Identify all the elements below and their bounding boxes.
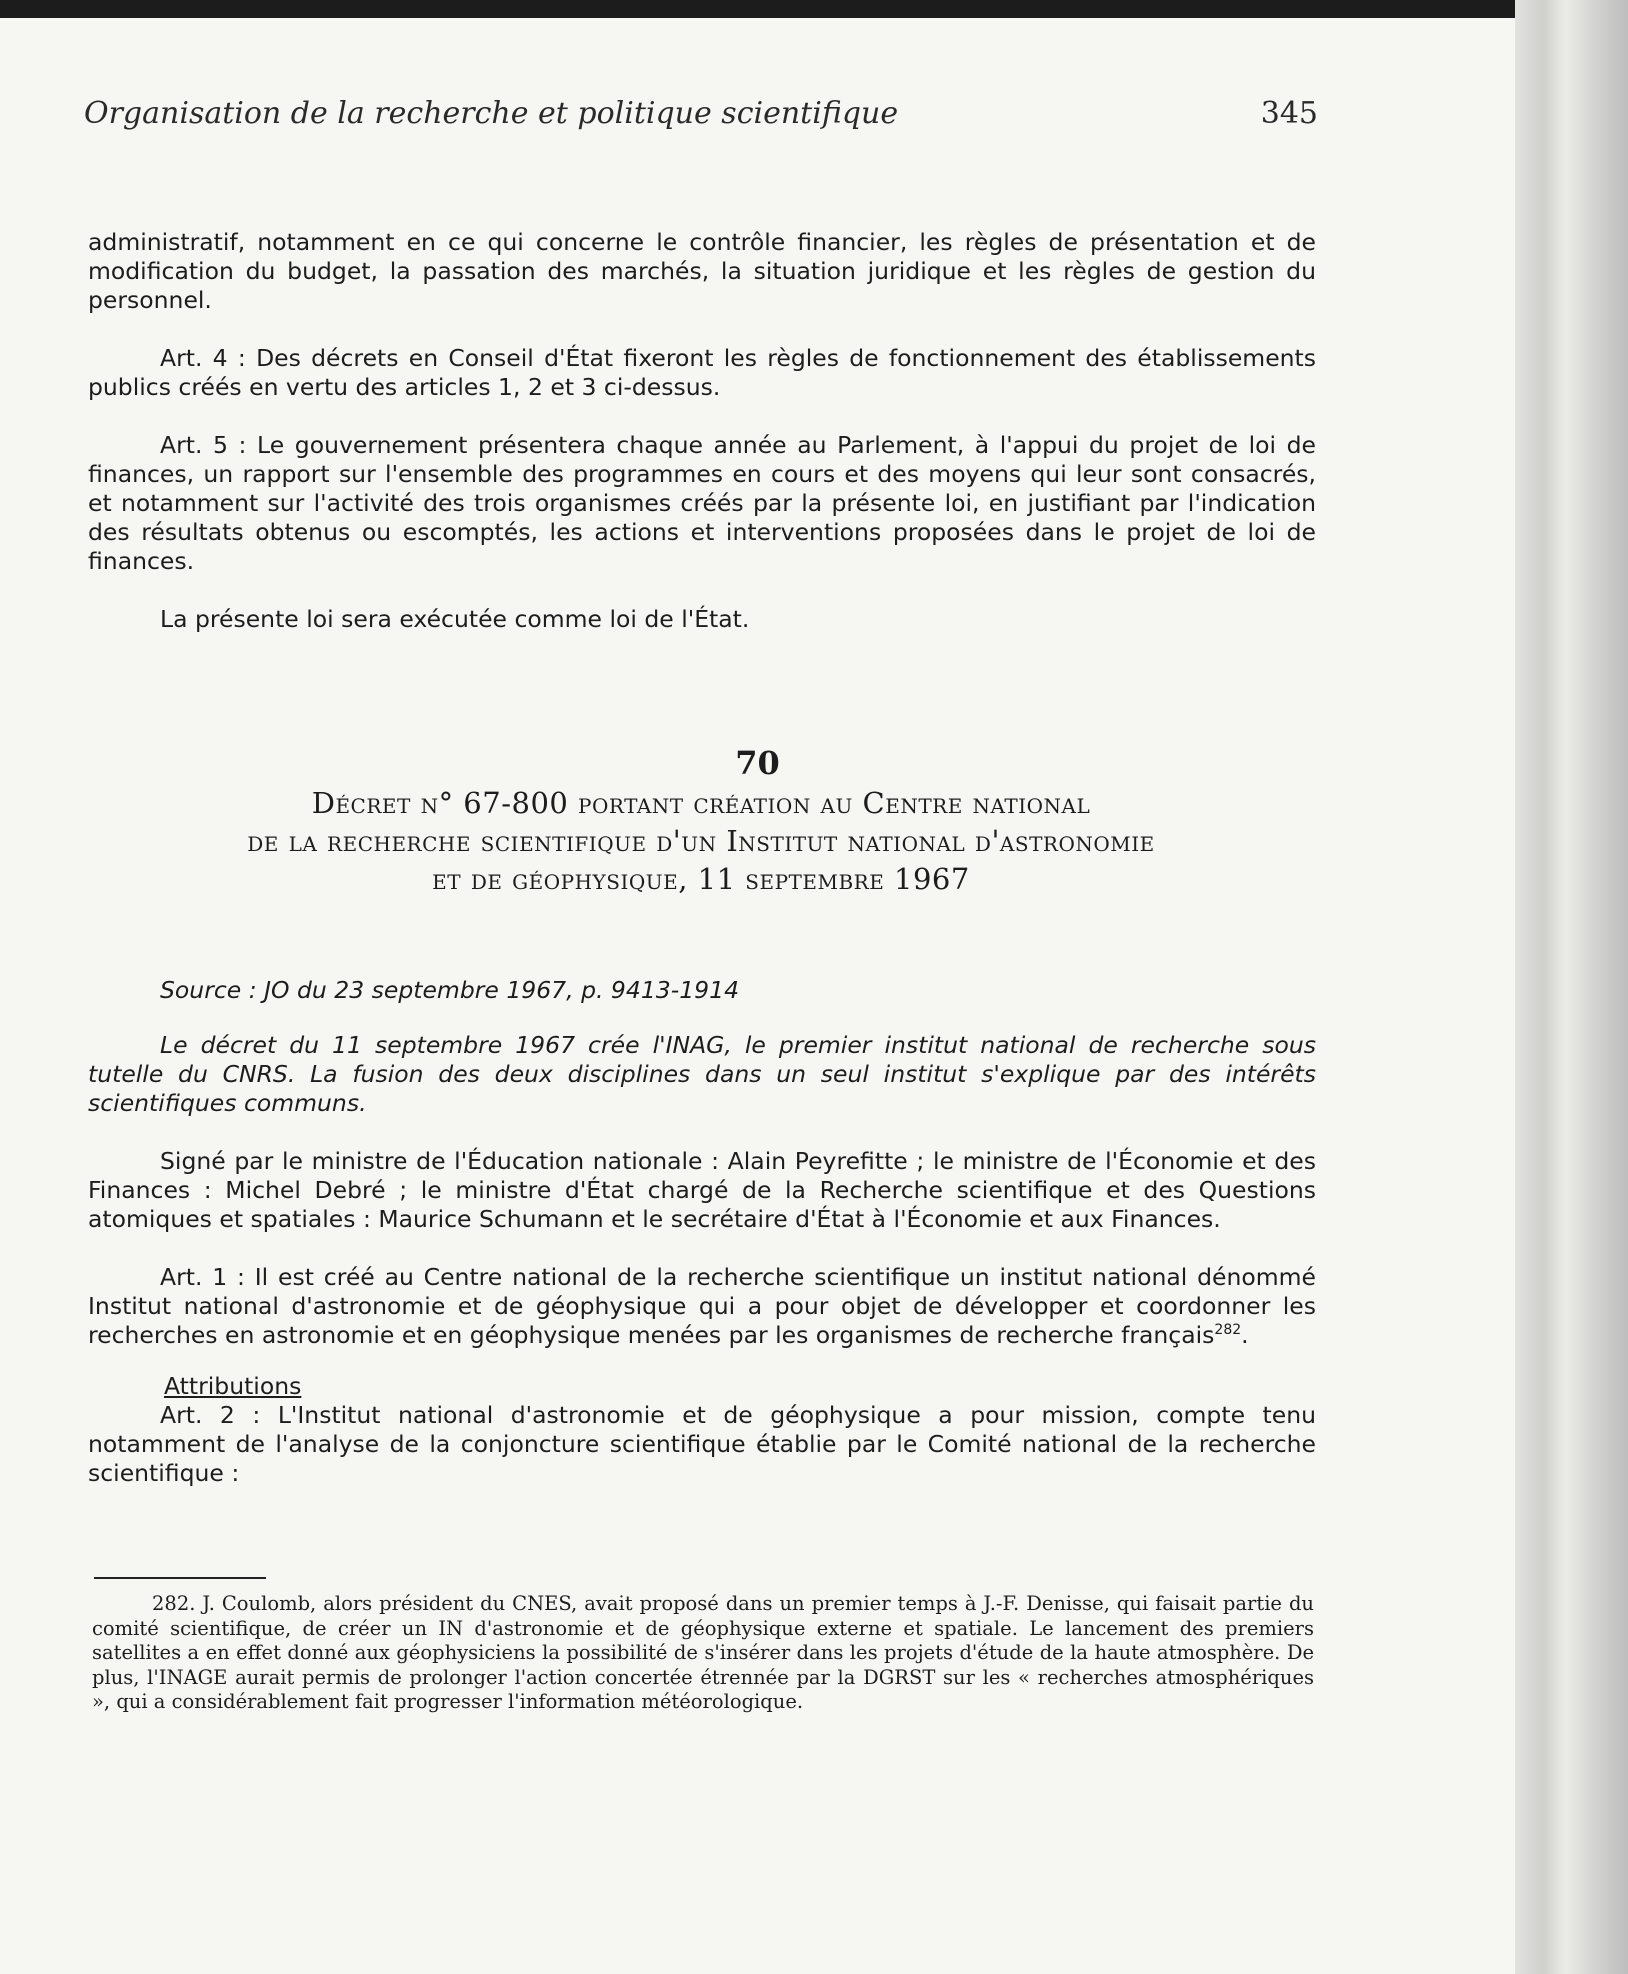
running-title: Organisation de la recherche et politique scientifique [84,96,899,131]
footnote-reference: 282 [1214,1322,1242,1339]
paragraph-article-4: Art. 4 : Des décrets en Conseil d'État fixeront les règles de fonctionnement des établissements publics créés en vertu des articles 1, 2 et 3 ci-dessus. [88,344,1316,401]
page-stack-edge [1515,0,1628,1974]
signatories-paragraph: Signé par le ministre de l'Éducation nationale : Alain Peyrefitte ; le ministre de l'Économie et des Finances : Michel Debré ; le ministre d'État chargé de la Recherche scientifique et des Questions atomiques et spatiales : Maurice Schumann et le secrétaire d'État à l'Économie et aux Finances. [88,1147,1316,1233]
intro-paragraph: Le décret du 11 septembre 1967 crée l'INAG, le premier institut national de recherche sous tutelle du CNRS. La fusion des deux disciplines dans un seul institut s'explique par des intérêts scientifiques communs. [88,1031,1316,1117]
paragraph-continuation: administratif, notamment en ce qui concerne le contrôle financier, les règles de présentation et de modification du budget, la passation des marchés, la situation juridique et les règles de gestion du personnel. [88,228,1316,314]
paragraph-article-5: Art. 5 : Le gouvernement présentera chaque année au Parlement, à l'appui du projet de loi de finances, un rapport sur l'ensemble des programmes en cours et des moyens qui leur sont consacrés, et notamment sur l'activité des trois organismes créés par la présente loi, en justifiant par l'indication des résultats obtenus ou escomptés, les actions et interventions proposées dans le projet de loi de finances. [88,431,1316,575]
page-number: 345 [1260,96,1318,131]
footnote-282: 282. J. Coulomb, alors président du CNES, avait proposé dans un premier temps à J.-F. Denisse, qui faisait partie du comité scientifique, de créer un IN d'astronomie et de géophysique externe et spatiale. Le lancement des premiers satellites a en effet donné aux géophysiciens la possibilité de s'insérer dans les projets d'étude de la haute atmosphère. De plus, l'INAGE aurait permis de prolonger l'action concertée étrennée par la DGRST sur les « recherches atmosphériques », qui a considérablement fait progresser l'information météorologique. [92,1592,1314,1713]
article-1-end: . [1241,1321,1249,1349]
section-title [84,784,1318,898]
paragraph-article-1 [88,1263,1316,1350]
decree-text-block [88,976,1316,1488]
subheading-attributions: Attributions [164,1372,302,1400]
paragraph-article-2: Art. 2 : L'Institut national d'astronomie et de géophysique a pour mission, compte tenu notamment de l'analyse de la conjoncture scientifique établie par le Comité national de la recherche scientifique : [88,1401,1316,1487]
footnote-rule [94,1577,266,1579]
source-line: Source : JO du 23 septembre 1967, p. 9413-1914 [160,976,740,1004]
section-title-line: et de géophysique, 11 septembre 1967 [432,862,970,896]
running-head [84,96,1318,146]
article-1-text: Art. 1 : Il est créé au Centre national de la recherche scientifique un institut national dénommé Institut national d'astronomie et de géophysique qui a pour objet de développer et coordonner les recherches en astronomie et en géophysique menées par les organismes de recherche français [88,1263,1316,1349]
paragraph-closing: La présente loi sera exécutée comme loi de l'État. [160,605,750,633]
section-number: 70 [735,744,780,782]
top-text-block [88,228,1316,634]
section-title-line: Décret n° 67-800 portant création au Centre national [311,786,1091,820]
section-title-line: de la recherche scientifique d'un Institut national d'astronomie [247,824,1155,858]
